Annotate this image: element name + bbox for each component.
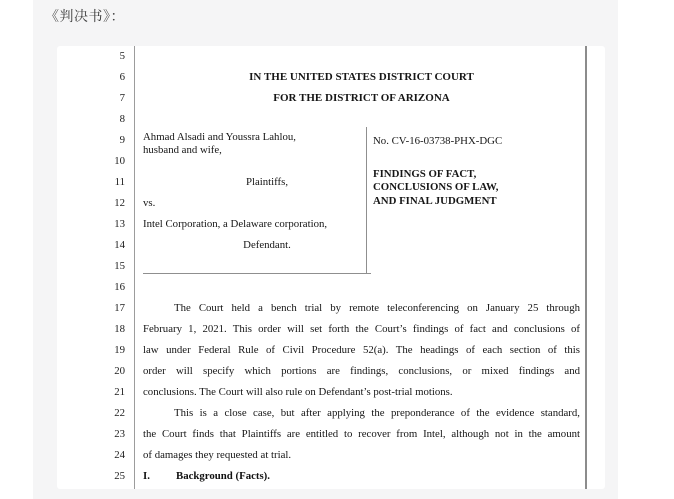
line-number: 15 xyxy=(114,260,125,272)
body-paragraph2-line1: This is a close case, but after applying the preponderance of the evidence standard, xyxy=(174,407,580,419)
body-paragraph1-line4: order will specify which portions are findings, conclusions, or mixed findings and xyxy=(143,365,580,377)
line-number: 23 xyxy=(114,428,125,440)
line-number: 7 xyxy=(119,92,125,104)
line-number: 5 xyxy=(119,50,125,62)
line-number: 9 xyxy=(119,134,125,146)
plaintiff-names: Ahmad Alsadi and Youssra Lahlou, xyxy=(143,131,296,143)
body-paragraph1-line1: The Court held a bench trial by remote teleconferencing on January 25 through xyxy=(174,302,580,314)
defendant-role: Defendant. xyxy=(243,239,291,251)
body-paragraph1-line2: February 1, 2021. This order will set forth the Court’s findings of fact and conclusions of xyxy=(143,323,580,335)
section-heading-numeral: I. xyxy=(143,470,150,482)
line-number: 14 xyxy=(114,239,125,251)
body-paragraph2-line3: of damages they requested at trial. xyxy=(143,449,292,461)
plaintiff-role: Plaintiffs, xyxy=(245,176,289,188)
document-page xyxy=(57,46,605,489)
line-number: 6 xyxy=(119,71,125,83)
plaintiff-desc: husband and wife, xyxy=(143,144,222,157)
line-number: 25 xyxy=(114,470,125,482)
court-header-line2: FOR THE DISTRICT OF ARIZONA xyxy=(273,92,450,104)
filing-title-line1: FINDINGS OF FACT, xyxy=(373,168,477,180)
line-number: 13 xyxy=(114,218,125,230)
section-heading-title: Background (Facts). xyxy=(176,470,270,482)
caption-divider-rule xyxy=(366,127,367,274)
case-number: No. CV-16-03738-PHX-DGC xyxy=(373,135,503,147)
line-number: 18 xyxy=(114,323,125,335)
line-number: 11 xyxy=(114,176,125,188)
line-number: 10 xyxy=(114,155,125,167)
line-number: 12 xyxy=(114,197,125,209)
filing-title-line2: CONCLUSIONS OF LAW, xyxy=(373,181,499,194)
gutter-rule xyxy=(134,46,135,489)
body-paragraph1-line3: law under Federal Rule of Civil Procedure 52(a). The headings of each section of this xyxy=(143,344,580,356)
caption-bottom-rule xyxy=(143,273,371,274)
judgment-label: 《判决书》： xyxy=(45,9,125,25)
line-number: 8 xyxy=(119,113,125,125)
line-number: 17 xyxy=(114,302,125,314)
line-number: 24 xyxy=(114,449,125,461)
line-number-gutter xyxy=(57,46,125,487)
defendant-name: Intel Corporation, a Delaware corporation, xyxy=(143,218,328,230)
versus-text: vs. xyxy=(143,197,156,209)
body-paragraph2-line2: the Court finds that Plaintiffs are entitled to recover from Intel, although not in the amount xyxy=(143,428,580,440)
body-paragraph1-line5: conclusions. The Court will also rule on Defendant’s post-trial motions. xyxy=(143,386,453,398)
caption-plaintiff-block xyxy=(143,131,363,157)
filing-title xyxy=(373,168,563,208)
line-number: 19 xyxy=(114,344,125,356)
filing-title-line3: AND FINAL JUDGMENT xyxy=(373,194,497,207)
line-number: 22 xyxy=(114,407,125,419)
court-header-line1: IN THE UNITED STATES DISTRICT COURT xyxy=(249,71,474,83)
right-margin-rule xyxy=(585,46,587,489)
line-number: 16 xyxy=(114,281,125,293)
line-number: 21 xyxy=(114,386,125,398)
line-number: 20 xyxy=(114,365,125,377)
